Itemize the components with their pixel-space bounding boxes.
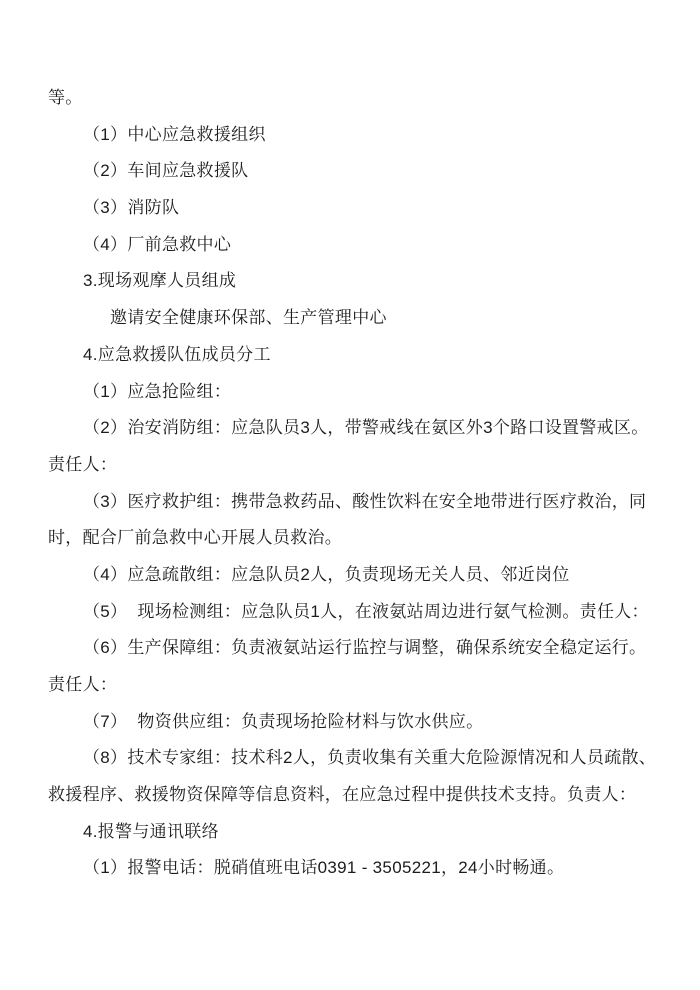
text-line: （1）应急抢险组： bbox=[83, 381, 232, 401]
text-line: （2）车间应急救援队 bbox=[83, 161, 249, 181]
text-line: （3）消防队 bbox=[83, 198, 180, 218]
section-heading: 4.报警与通讯联络 bbox=[83, 821, 219, 841]
text-line: （8）技术专家组：技术科2人，负责收集有关重大危险源情况和人员疏散、 bbox=[83, 748, 657, 768]
text-line: （5） 现场检测组：应急队员1人，在液氨站周边进行氨气检测。责任人： bbox=[83, 601, 649, 621]
text-line: 时，配合厂前急救中心开展人员救治。 bbox=[48, 528, 343, 548]
text-line: 责任人： bbox=[48, 675, 118, 694]
text-line: （2）治安消防组：应急队员3人，带警戒线在氨区外3个路口设置警戒区。 bbox=[83, 418, 649, 438]
section-heading: 4.应急救援队伍成员分工 bbox=[83, 344, 271, 364]
text-line: （1）报警电话：脱硝值班电话0391 - 3505221，24小时畅通。 bbox=[83, 858, 565, 878]
text-line: （4）应急疏散组：应急队员2人，负责现场无关人员、邻近岗位 bbox=[83, 564, 570, 584]
text-line: （4）厂前急救中心 bbox=[83, 234, 232, 254]
text-line: 邀请安全健康环保部、生产管理中心 bbox=[110, 308, 387, 328]
text-line: （6）生产保障组：负责液氨站运行监控与调整，确保系统安全稳定运行。 bbox=[83, 638, 647, 658]
text-line: 责任人： bbox=[48, 454, 118, 474]
text-line: （7） 物资供应组：负责现场抢险材料与饮水供应。 bbox=[83, 711, 484, 731]
text-line: （1）中心应急救援组织 bbox=[83, 124, 266, 144]
document-body-text bbox=[48, 80, 658, 887]
section-heading: 3.现场观摩人员组成 bbox=[83, 271, 237, 291]
text-line: 等。 bbox=[48, 88, 83, 107]
text-line: 救援程序、救援物资保障等信息资料，在应急过程中提供技术支持。负责人： bbox=[48, 785, 637, 805]
text-line: （3）医疗救护组：携带急救药品、酸性饮料在安全地带进行医疗救治，同 bbox=[83, 491, 647, 511]
